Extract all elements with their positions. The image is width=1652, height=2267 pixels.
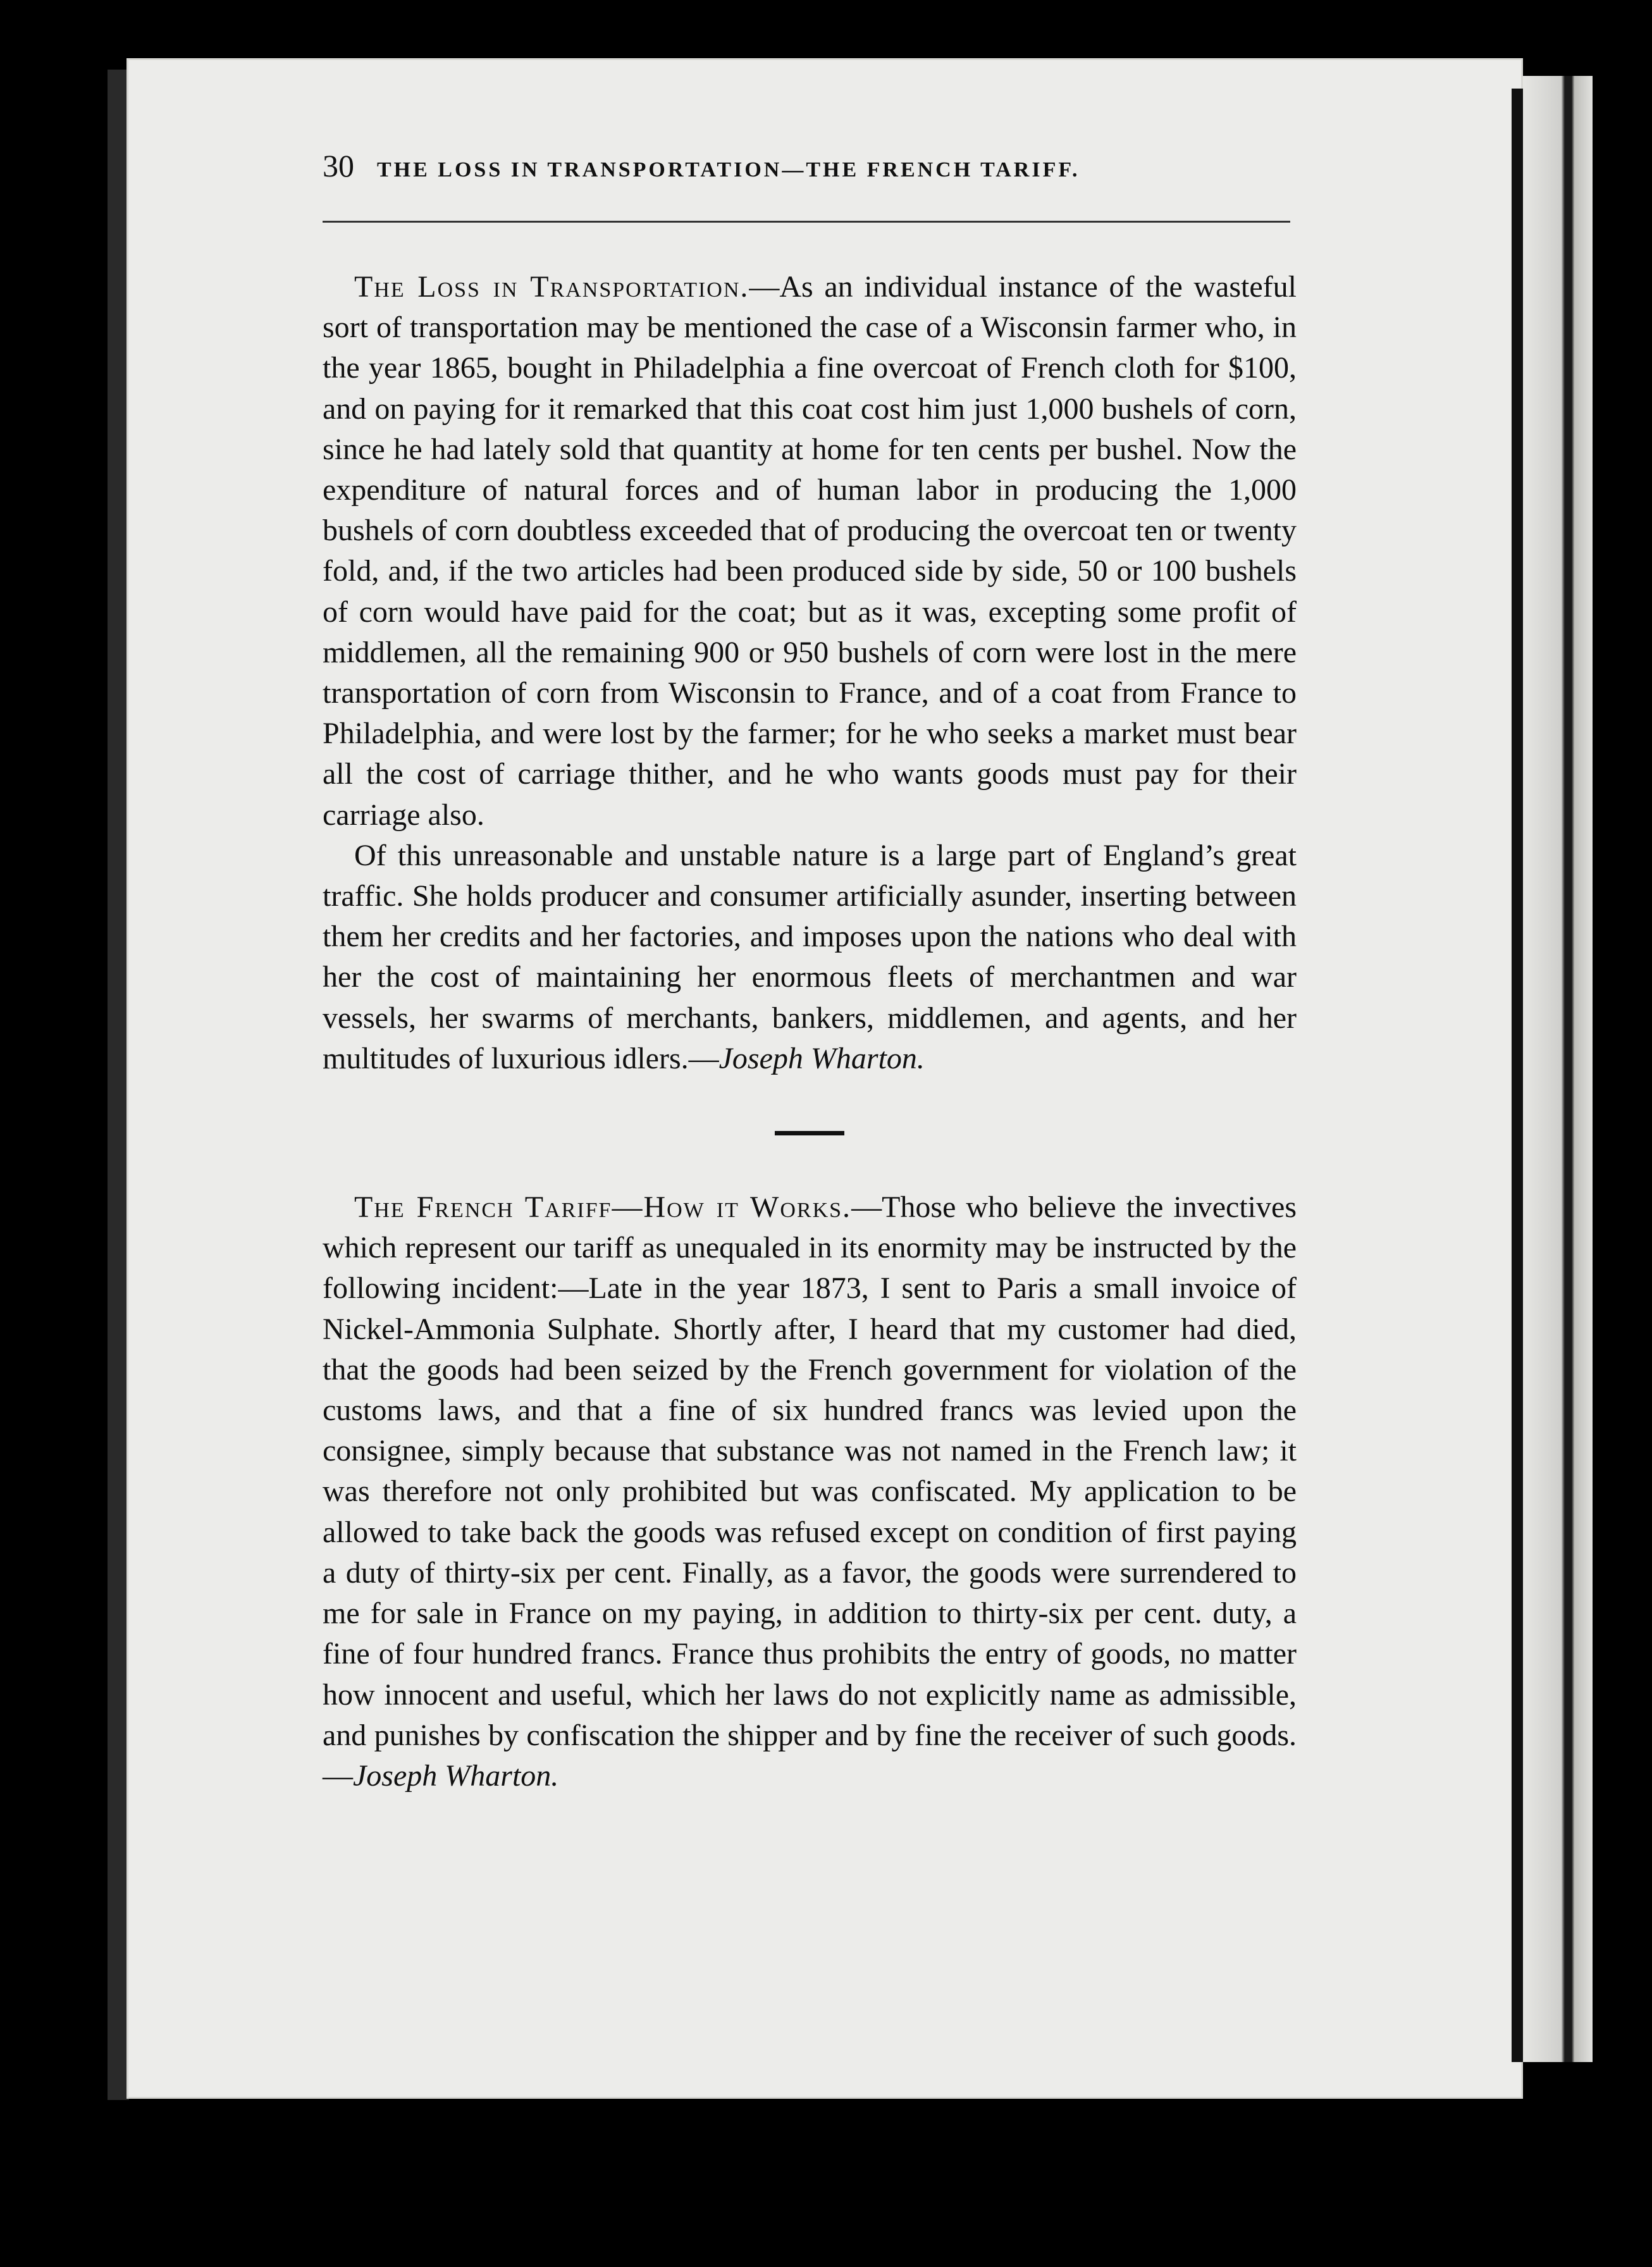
page-number: 30 xyxy=(323,148,354,183)
article-paragraph xyxy=(323,836,1297,1079)
article-body: —As an individual instance of the wasteful sort of transportation may be mentioned the case of a Wisconsin farmer who, in the year 1865, bought in Philadelphia a fine overcoat of French cloth for $100, and on paying for it remarked that this coat cost him just 1,000 bushels of corn, since he had lately sold that quantity at home for ten cents per bushel. Now the expenditure of natural forces and of human labor in producing the 1,000 bushels of corn doubtless exceeded that of producing the overcoat ten or twenty fold, and, if the two articles had been produced side by side, 50 or 100 bushels of corn would have paid for the coat; but as it was, excepting some profit of middlemen, all the remaining 900 or 950 bushels of corn were lost in the mere transportation of corn from Wisconsin to France, and of a coat from France to Philadelphia, and were lost by the farmer; for he who seeks a market must bear all the cost of carriage thither, and he who wants goods must pay for their carriage also. xyxy=(323,270,1297,832)
article-heading: The French Tariff—How it Works. xyxy=(354,1190,852,1225)
article-french-tariff xyxy=(323,1187,1297,1796)
section-separator xyxy=(775,1131,844,1135)
page-content xyxy=(323,147,1297,1796)
article-heading: The Loss in Transportation. xyxy=(354,270,749,304)
article-paragraph xyxy=(323,267,1297,836)
article-paragraph xyxy=(323,1187,1297,1796)
binding-strip xyxy=(1523,76,1593,2062)
page-edge-shadow xyxy=(108,70,129,2100)
article-body: Of this unreasonable and unstable nature is a large part of England’s great traffic. She holds producer and consumer artificially asunder, inserting between them her credits and her factories, and imposes upon the nations who deal with her the cost of maintaining her enormous fleets of merchantmen and war vessels, her swarms of merchants, bankers, middlemen, and agents, and her multitudes of luxurious idlers.— xyxy=(323,838,1297,1075)
running-head xyxy=(323,147,1297,189)
running-title: THE LOSS IN TRANSPORTATION—THE FRENCH TARIFF. xyxy=(377,158,1080,182)
header-rule xyxy=(323,221,1290,223)
article-body: —Those who believe the invectives which represent our tariff as unequaled in its enormity may be instructed by the following incident:—Late in the year 1873, I sent to Paris a small invoice of Nickel-Ammonia Sulphate. Shortly after, I heard that my customer had died, that the goods had been seized by the French government for violation of the customs laws, and that a fine of six hundred francs was levied upon the consignee, simply because that substance was not named in the French law; it was therefore not only prohibited but was confiscated. My application to be allowed to take back the goods was refused except on condition of first paying a duty of thirty-six per cent. Finally, as a favor, the goods were surrendered to me for sale in France on my paying, in addition to thirty-six per cent. duty, a fine of four hundred francs. France thus prohibits the entry of goods, no matter how innocent and useful, which her laws do not explicitly name as admissible, and punishes by confiscation the shipper and by fine the receiver of such goods.— xyxy=(323,1190,1297,1793)
article-loss-in-transportation xyxy=(323,267,1297,1079)
author-signature: Joseph Wharton. xyxy=(718,1041,925,1075)
author-signature: Joseph Wharton. xyxy=(353,1758,559,1793)
